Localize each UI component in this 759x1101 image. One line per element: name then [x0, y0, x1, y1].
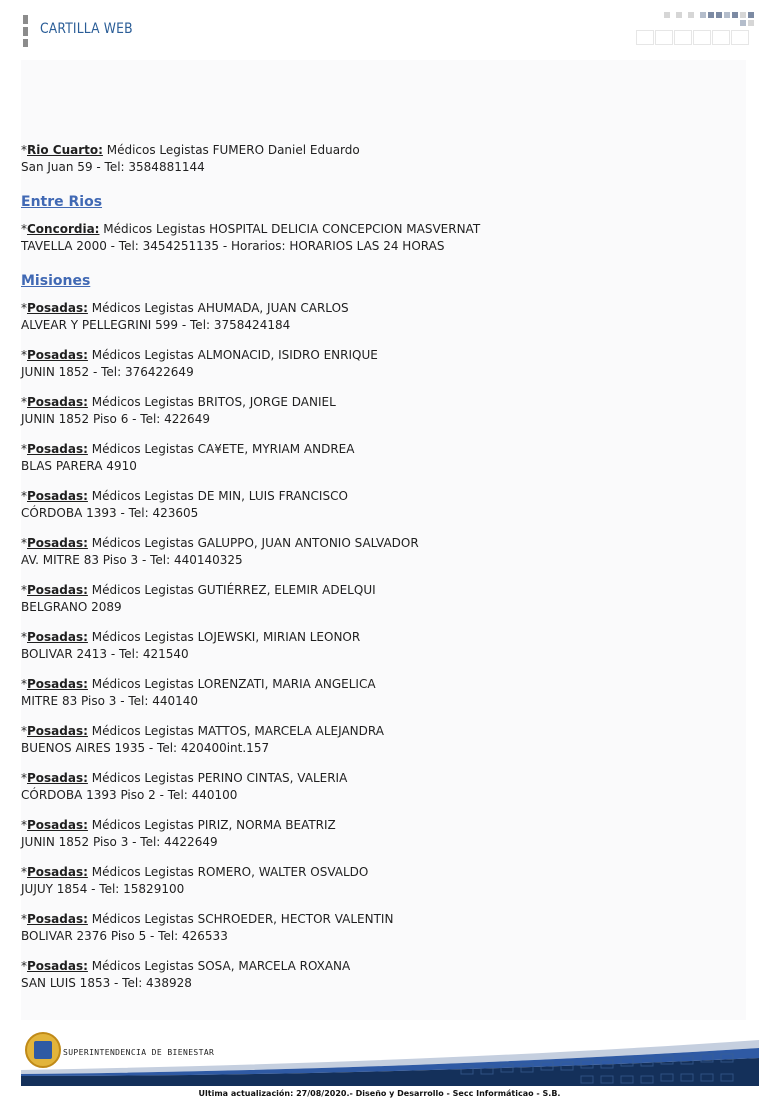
provider-address: BLAS PARERA 4910: [21, 459, 137, 473]
city-label: Posadas:: [27, 677, 88, 691]
provider-entry: [21, 347, 378, 381]
provider-name: Médicos Legistas SCHROEDER, HECTOR VALENTIN: [87, 912, 394, 926]
provider-address: JUNIN 1852 - Tel: 376422649: [21, 365, 194, 379]
decorative-squares-icon: [634, 12, 759, 48]
section-heading: Entre Rios: [21, 194, 103, 210]
provider-entry: [21, 488, 348, 522]
provider-address: SAN LUIS 1853 - Tel: 438928: [21, 976, 192, 990]
bullet-asterisk: *: [21, 912, 27, 926]
provider-address: JUJUY 1854 - Tel: 15829100: [21, 882, 185, 896]
provider-entry: [21, 817, 336, 851]
provider-address: BUENOS AIRES 1935 - Tel: 420400int.157: [21, 741, 270, 755]
city-label: Concordia:: [27, 222, 100, 236]
bullet-asterisk: *: [21, 222, 27, 236]
provider-name: Médicos Legistas MATTOS, MARCELA ALEJANDRA: [87, 724, 384, 738]
brand-title: CARTILLA WEB: [40, 21, 133, 37]
bullet-asterisk: *: [21, 143, 27, 157]
provider-name: Médicos Legistas DE MIN, LUIS FRANCISCO: [87, 489, 348, 503]
provider-entry: [21, 300, 349, 334]
provider-entry: [21, 221, 480, 255]
bullet-asterisk: *: [21, 677, 27, 691]
provider-entry: [21, 629, 360, 663]
provider-address: BELGRANO 2089: [21, 600, 122, 614]
provider-name: Médicos Legistas PERINO CINTAS, VALERIA: [87, 771, 348, 785]
city-label: Posadas:: [27, 489, 88, 503]
provider-name: Médicos Legistas HOSPITAL DELICIA CONCEPCION MASVERNAT: [99, 222, 481, 236]
provider-address: JUNIN 1852 Piso 3 - Tel: 4422649: [21, 835, 218, 849]
provider-entry: [21, 958, 350, 992]
page-footer: [21, 1022, 759, 1088]
bullet-asterisk: *: [21, 301, 27, 315]
bullet-asterisk: *: [21, 395, 27, 409]
city-label: Posadas:: [27, 865, 88, 879]
provider-entry: [21, 441, 354, 475]
provider-name: Médicos Legistas ROMERO, WALTER OSVALDO: [87, 865, 369, 879]
bullet-asterisk: *: [21, 630, 27, 644]
provider-address: CÓRDOBA 1393 Piso 2 - Tel: 440100: [21, 788, 238, 802]
provider-address: San Juan 59 - Tel: 3584881144: [21, 160, 205, 174]
bullet-asterisk: *: [21, 442, 27, 456]
bullet-asterisk: *: [21, 865, 27, 879]
agency-seal-icon: [25, 1032, 61, 1068]
provider-address: CÓRDOBA 1393 - Tel: 423605: [21, 506, 199, 520]
provider-entry: [21, 676, 376, 710]
provider-name: Médicos Legistas GUTIÉRREZ, ELEMIR ADELQUI: [87, 583, 376, 597]
bullet-asterisk: *: [21, 724, 27, 738]
provider-name: Médicos Legistas LORENZATI, MARIA ANGELICA: [87, 677, 376, 691]
city-label: Posadas:: [27, 630, 88, 644]
provider-entry: [21, 864, 368, 898]
last-updated-text: Ultima actualización: 27/08/2020.- Diseño y Desarrollo - Secc Informáticao - S.B.: [198, 1089, 561, 1098]
bullet-asterisk: *: [21, 959, 27, 973]
bullet-asterisk: *: [21, 818, 27, 832]
provider-entry: [21, 142, 360, 176]
provider-entry: [21, 770, 347, 804]
city-label: Posadas:: [27, 724, 88, 738]
provider-entry: [21, 723, 384, 757]
provider-address: ALVEAR Y PELLEGRINI 599 - Tel: 3758424184: [21, 318, 291, 332]
provider-address: BOLIVAR 2413 - Tel: 421540: [21, 647, 189, 661]
section-heading: Misiones: [21, 273, 91, 289]
provider-name: Médicos Legistas FUMERO Daniel Eduardo: [102, 143, 360, 157]
provider-name: Médicos Legistas ALMONACID, ISIDRO ENRIQUE: [87, 348, 378, 362]
provider-address: MITRE 83 Piso 3 - Tel: 440140: [21, 694, 199, 708]
city-label: Rio Cuarto:: [27, 143, 103, 157]
city-label: Posadas:: [27, 442, 88, 456]
city-label: Posadas:: [27, 771, 88, 785]
bullet-asterisk: *: [21, 536, 27, 550]
provider-name: Médicos Legistas PIRIZ, NORMA BEATRIZ: [87, 818, 336, 832]
provider-name: Médicos Legistas CA¥ETE, MYRIAM ANDREA: [87, 442, 355, 456]
city-label: Posadas:: [27, 959, 88, 973]
city-label: Posadas:: [27, 301, 88, 315]
provider-address: TAVELLA 2000 - Tel: 3454251135 - Horarios: HORARIOS LAS 24 HORAS: [21, 239, 445, 253]
bullet-asterisk: *: [21, 348, 27, 362]
agency-name: SUPERINTENDENCIA DE BIENESTAR: [63, 1048, 215, 1057]
city-label: Posadas:: [27, 583, 88, 597]
city-label: Posadas:: [27, 818, 88, 832]
provider-entry: [21, 582, 376, 616]
provider-name: Médicos Legistas AHUMADA, JUAN CARLOS: [87, 301, 349, 315]
page-header: [0, 0, 759, 60]
provider-name: Médicos Legistas SOSA, MARCELA ROXANA: [87, 959, 351, 973]
provider-name: Médicos Legistas LOJEWSKI, MIRIAN LEONOR: [87, 630, 361, 644]
city-label: Posadas:: [27, 395, 88, 409]
provider-name: Médicos Legistas BRITOS, JORGE DANIEL: [87, 395, 336, 409]
provider-entry: [21, 911, 393, 945]
city-label: Posadas:: [27, 912, 88, 926]
provider-entry: [21, 535, 419, 569]
provider-entry: [21, 394, 336, 428]
provider-address: JUNIN 1852 Piso 6 - Tel: 422649: [21, 412, 210, 426]
provider-name: Médicos Legistas GALUPPO, JUAN ANTONIO SALVADOR: [87, 536, 419, 550]
provider-address: AV. MITRE 83 Piso 3 - Tel: 440140325: [21, 553, 243, 567]
provider-address: BOLIVAR 2376 Piso 5 - Tel: 426533: [21, 929, 228, 943]
bullet-asterisk: *: [21, 771, 27, 785]
bullet-asterisk: *: [21, 489, 27, 503]
city-label: Posadas:: [27, 348, 88, 362]
brand-marker-icon: [23, 15, 28, 47]
bullet-asterisk: *: [21, 583, 27, 597]
city-label: Posadas:: [27, 536, 88, 550]
document-body: [21, 60, 746, 1020]
